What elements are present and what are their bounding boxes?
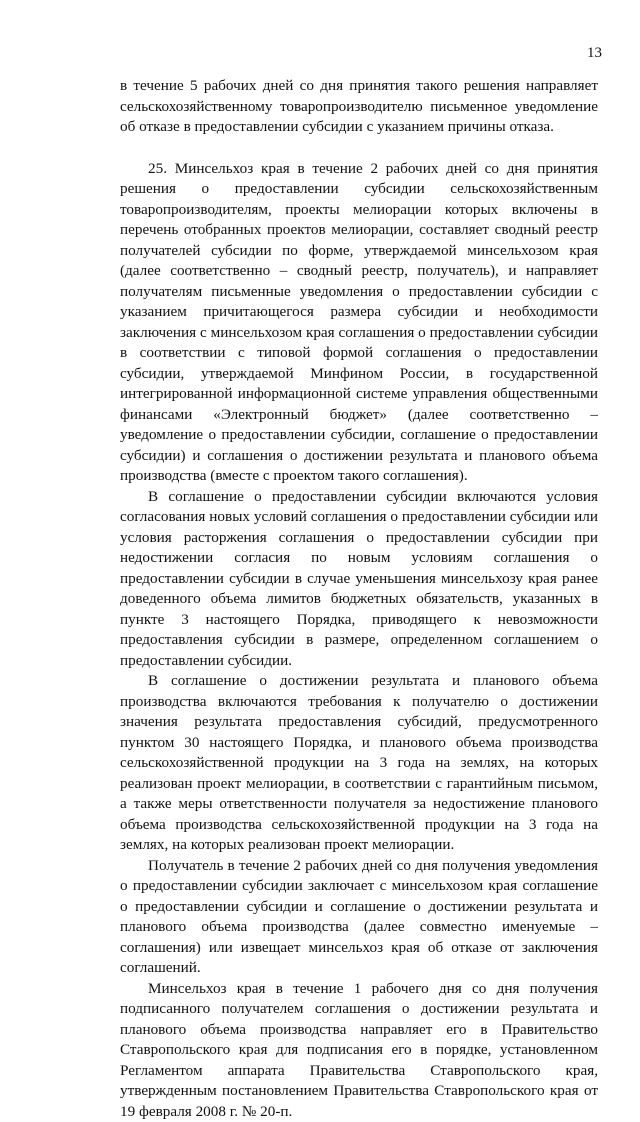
paragraph-result-agreement-requirements: В соглашение о достижении результата и планового объема производства включаются требования к получателю о достижении значения результата предоставления субсидий, предусмотренного пунктом 30 настоящего Порядка, и планового объема производства сельскохозяйственной продукции на 3 года на землях, на которых реализован проект мелиорации, в соответствии с гарантийным письмом, а также меры ответственности получателя за недостижение планового объема производства сельскохозяйственной продукции на 3 года на землях, на которых реализован проект мелиорации. (120, 671, 598, 856)
page-number: 13 (587, 44, 602, 62)
paragraph-subsidy-agreement-terms: В соглашение о предоставлении субсидии включаются условия согласования новых условий соглашения о предоставлении субсидии или условия расторжения соглашения о предоставлении субсидии при недостижении согласия по новым условиям соглашения о предоставлении субсидии в случае уменьшения минсельхозу края ранее доведенного объема лимитов бюджетных обязательств, указанных в пункте 3 настоящего Порядка, приводящего к невозможности предоставления субсидии в размере, определенном соглашением о предоставлении субсидии. (120, 487, 598, 672)
paragraph-continuation: в течение 5 рабочих дней со дня принятия такого решения направляет сельскохозяйственному товаропроизводителю письменное уведомление об отказе в предоставлении субсидии с указанием причины отказа. (120, 76, 598, 138)
document-body (120, 76, 598, 1122)
paragraph-ministry-forwarding: Минсельхоз края в течение 1 рабочего дня со дня получения подписанного получателем соглашения о достижении результата и планового объема производства направляет его в Правительство Ставропольского края для подписания его в порядке, установленном Регламентом аппарата Правительства Ставропольского края, утвержденным постановлением Правительства Ставропольского края от 19 февраля 2008 г. № 20-п. (120, 979, 598, 1122)
paragraph-recipient-obligations: Получатель в течение 2 рабочих дней со дня получения уведомления о предоставлении субсидии заключает с минсельхозом края соглашение о предоставлении субсидии и соглашение о достижении результата и планового объема производства (далее совместно именуемые – соглашения) или извещает минсельхоз края об отказе от заключения соглашений. (120, 856, 598, 979)
paragraph-item-25: 25. Минсельхоз края в течение 2 рабочих дней со дня принятия решения о предоставлении субсидии сельскохозяйственным товаропроизводителям, проекты мелиорации которых включены в перечень отобранных проектов мелиорации, составляет сводный реестр получателей субсидии по форме, утверждаемой минсельхозом края (далее соответственно – сводный реестр, получатель), и направляет получателям письменные уведомления о предоставлении субсидии с указанием причитающегося размера субсидии и необходимости заключения с минсельхозом края соглашения о предоставлении субсидии в соответствии с типовой формой соглашения о предоставлении субсидии, утверждаемой Минфином России, в государственной интегрированной информационной системе управления общественными финансами «Электронный бюджет» (далее соответственно – уведомление о предоставлении субсидии, соглашение о предоставлении субсидии) и соглашения о достижении результата и планового объема производства (вместе с проектом такого соглашения). (120, 159, 598, 487)
